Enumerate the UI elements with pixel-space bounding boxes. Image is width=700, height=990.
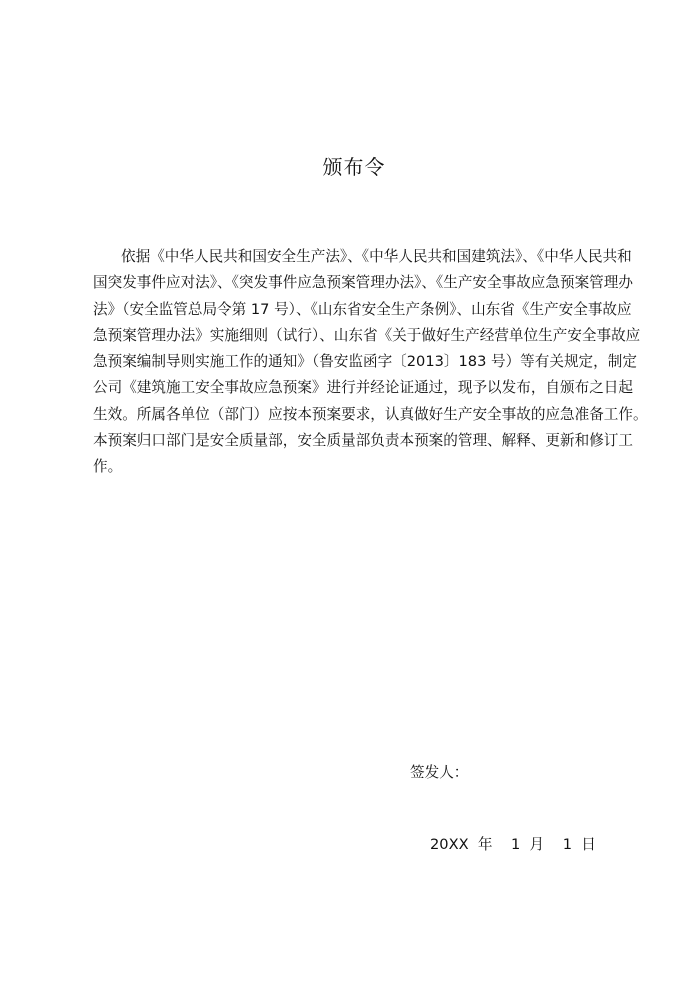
body-line-7: 生效。所属各单位（部门）应按本预案要求，认真做好生产安全事故的应急准备工作。 <box>93 405 648 423</box>
issue-date: 20XX 年 1 月 1 日 <box>430 836 596 853</box>
body-line-1: 依据《中华人民共和国安全生产法》、《中华人民共和国建筑法》、《中华人民共和 <box>121 248 632 265</box>
decree-body <box>93 244 648 481</box>
body-line-5: 急预案编制导则实施工作的通知》（鲁安监函字〔2013〕183 号）等有关规定，制定 <box>93 353 637 371</box>
document-title: 颁布令 <box>322 155 386 179</box>
body-line-2: 国突发事件应对法》、《突发事件应急预案管理办法》、《生产安全事故应急预案管理办 <box>93 274 633 292</box>
signer-label: 签发人： <box>410 764 469 781</box>
body-line-6: 公司《建筑施工安全事故应急预案》进行并经论证通过，现予以发布，自颁布之日起 <box>93 379 633 397</box>
body-line-8: 本预案归口部门是安全质量部，安全质量部负责本预案的管理、解释、更新和修订工 <box>93 432 633 450</box>
body-line-4: 急预案管理办法》实施细则（试行）、山东省《关于做好生产经营单位生产安全事故应 <box>93 326 641 344</box>
body-line-3: 法》（安全监管总局令第 17 号）、《山东省安全生产条例》、山东省《生产安全事故应 <box>93 300 632 318</box>
body-line-9: 作。 <box>93 458 123 476</box>
